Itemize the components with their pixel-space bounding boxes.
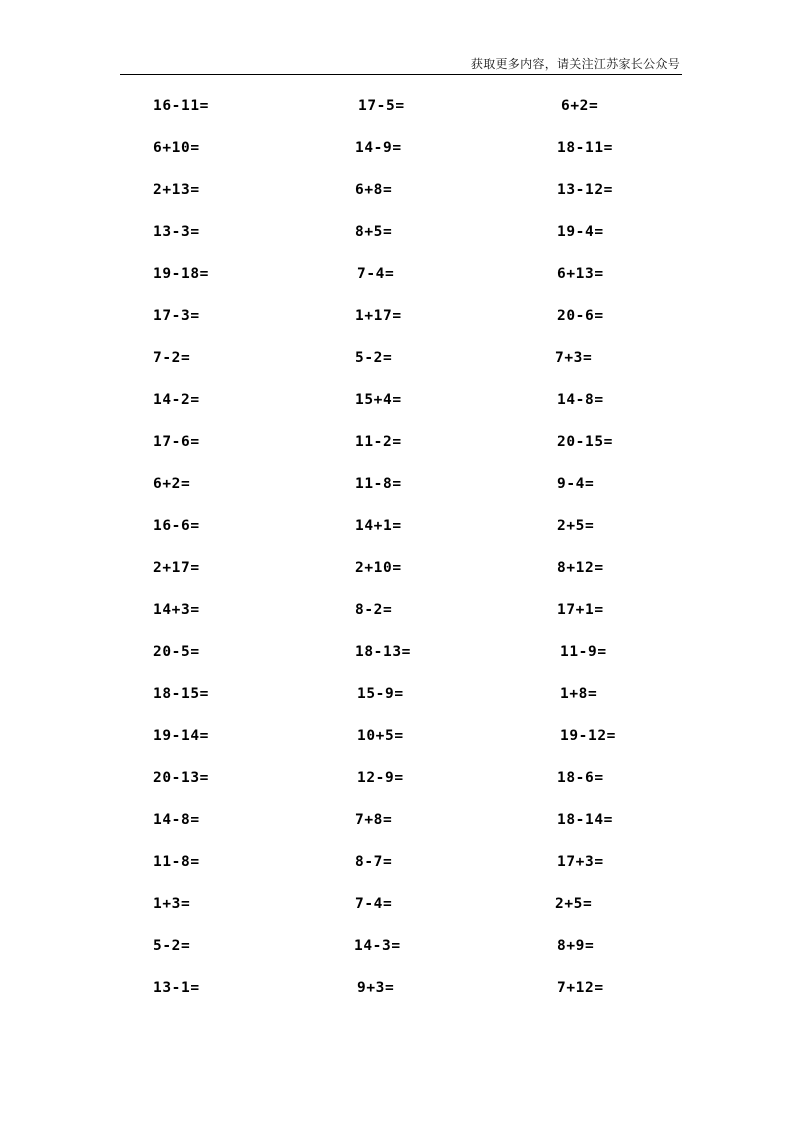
problem-row [0, 221, 800, 263]
problem-row [0, 977, 800, 1019]
math-problem: 7+3= [555, 350, 593, 366]
math-problem: 2+17= [153, 560, 200, 576]
problem-row [0, 935, 800, 977]
math-problem: 20-5= [153, 644, 200, 660]
math-problem: 14-8= [557, 392, 604, 408]
math-problem: 17+3= [557, 854, 604, 870]
math-problem: 2+13= [153, 182, 200, 198]
math-problem: 13-3= [153, 224, 200, 240]
math-problem: 6+8= [355, 182, 393, 198]
problem-row [0, 305, 800, 347]
math-problem: 19-4= [557, 224, 604, 240]
math-problem: 1+17= [355, 308, 402, 324]
problem-row [0, 851, 800, 893]
math-problem: 17+1= [557, 602, 604, 618]
problem-row [0, 767, 800, 809]
math-problem: 7+12= [557, 980, 604, 996]
math-problem: 17-3= [153, 308, 200, 324]
math-problem: 14-9= [355, 140, 402, 156]
math-problem: 8+9= [557, 938, 595, 954]
math-problem: 11-9= [560, 644, 607, 660]
header-note: 获取更多内容，请关注江苏家长公众号 [470, 57, 680, 71]
problem-row [0, 515, 800, 557]
problem-row [0, 95, 800, 137]
problem-row [0, 599, 800, 641]
math-problem: 15+4= [355, 392, 402, 408]
math-problem: 11-8= [153, 854, 200, 870]
math-problem: 19-14= [153, 728, 209, 744]
math-problem: 9-4= [557, 476, 595, 492]
math-problem: 2+10= [355, 560, 402, 576]
math-problem: 14+1= [355, 518, 402, 534]
math-problem: 14-8= [153, 812, 200, 828]
problem-row [0, 347, 800, 389]
math-problem: 13-1= [153, 980, 200, 996]
problem-row [0, 263, 800, 305]
math-problem: 8-2= [355, 602, 393, 618]
math-problem: 7-4= [357, 266, 395, 282]
math-problem: 6+2= [153, 476, 191, 492]
problem-row [0, 137, 800, 179]
math-problem: 11-2= [355, 434, 402, 450]
math-problem: 13-12= [557, 182, 613, 198]
problem-row [0, 179, 800, 221]
math-problem: 18-6= [557, 770, 604, 786]
math-problem: 7-4= [355, 896, 393, 912]
math-problem: 16-6= [153, 518, 200, 534]
math-problem: 2+5= [557, 518, 595, 534]
math-problem: 17-5= [358, 98, 405, 114]
math-problem: 14+3= [153, 602, 200, 618]
math-problem: 2+5= [555, 896, 593, 912]
problem-row [0, 557, 800, 599]
math-problem: 8+12= [557, 560, 604, 576]
page-header [120, 56, 682, 75]
problem-row [0, 641, 800, 683]
math-problem: 20-6= [557, 308, 604, 324]
math-problem: 14-3= [354, 938, 401, 954]
math-problem: 6+10= [153, 140, 200, 156]
math-problem: 18-13= [355, 644, 411, 660]
math-problem: 8+5= [355, 224, 393, 240]
math-problem: 6+2= [561, 98, 599, 114]
problem-row [0, 473, 800, 515]
problem-row [0, 725, 800, 767]
math-problem: 19-12= [560, 728, 616, 744]
math-problem: 5-2= [153, 938, 191, 954]
math-problem: 1+8= [560, 686, 598, 702]
math-problem: 10+5= [357, 728, 404, 744]
math-problem: 12-9= [357, 770, 404, 786]
math-problem: 14-2= [153, 392, 200, 408]
math-problem: 9+3= [357, 980, 395, 996]
math-problem: 18-11= [557, 140, 613, 156]
math-problem: 17-6= [153, 434, 200, 450]
math-problem: 7-2= [153, 350, 191, 366]
problem-row [0, 431, 800, 473]
math-problem: 7+8= [355, 812, 393, 828]
math-problem: 15-9= [357, 686, 404, 702]
math-problem: 5-2= [355, 350, 393, 366]
problem-row [0, 389, 800, 431]
math-problem: 20-15= [557, 434, 613, 450]
math-problem: 20-13= [153, 770, 209, 786]
problem-row [0, 683, 800, 725]
math-problem: 8-7= [355, 854, 393, 870]
math-problem: 16-11= [153, 98, 209, 114]
math-problem: 18-15= [153, 686, 209, 702]
math-problem: 19-18= [153, 266, 209, 282]
problem-row [0, 809, 800, 851]
math-problem: 6+13= [557, 266, 604, 282]
problem-grid [0, 95, 800, 1019]
math-problem: 11-8= [355, 476, 402, 492]
math-problem: 18-14= [557, 812, 613, 828]
header-rule [120, 74, 682, 75]
math-problem: 1+3= [153, 896, 191, 912]
problem-row [0, 893, 800, 935]
